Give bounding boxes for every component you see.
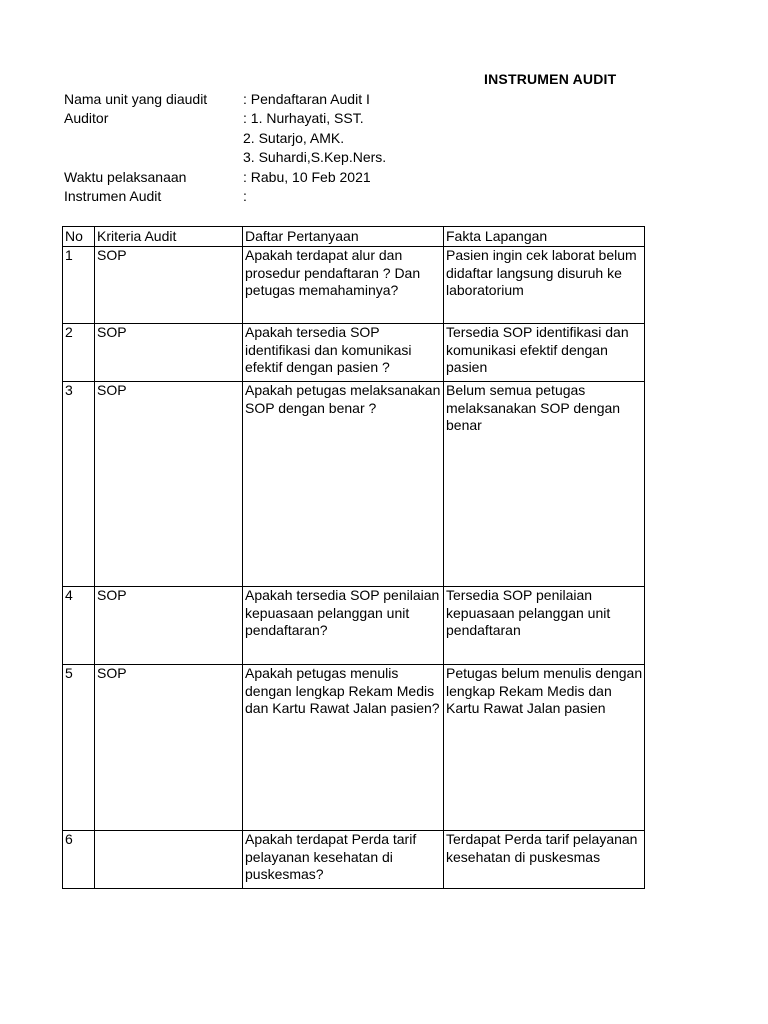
table-row — [63, 831, 645, 889]
cell-fakta: Tersedia SOP identifikasi dan komunikasi efektif dengan pasien — [444, 324, 645, 382]
cell-no: 6 — [63, 831, 95, 889]
document-title: INSTRUMEN AUDIT — [484, 71, 617, 87]
info-value: : Pendaftaran Audit I — [243, 91, 370, 107]
column-header-no: No — [63, 227, 95, 247]
cell-fakta: Terdapat Perda tarif pelayanan kesehatan di puskesmas — [444, 831, 645, 889]
table-row — [63, 382, 645, 587]
info-row-unit — [64, 90, 386, 109]
info-label — [64, 148, 243, 167]
cell-no: 4 — [63, 587, 95, 665]
cell-fakta: Tersedia SOP penilaian kepuasaan pelanggan unit pendaftaran — [444, 587, 645, 665]
column-header-pertanyaan: Daftar Pertanyaan — [243, 227, 444, 247]
column-header-fakta: Fakta Lapangan — [444, 227, 645, 247]
cell-pertanyaan: Apakah terdapat Perda tarif pelayanan kesehatan di puskesmas? — [243, 831, 444, 889]
info-row-auditor-3 — [64, 148, 386, 167]
audit-info — [64, 90, 386, 206]
table-row — [63, 247, 645, 324]
info-row-waktu — [64, 168, 386, 187]
info-row-auditor-2 — [64, 129, 386, 148]
cell-kriteria — [95, 831, 243, 889]
cell-pertanyaan: Apakah terdapat alur dan prosedur pendaftaran ? Dan petugas memahaminya? — [243, 247, 444, 324]
info-value: : 1. Nurhayati, SST. — [243, 110, 364, 127]
info-value: 3. Suhardi,S.Kep.Ners. — [243, 149, 387, 166]
cell-no: 3 — [63, 382, 95, 587]
cell-fakta: Belum semua petugas melaksanakan SOP dengan benar — [444, 382, 645, 587]
info-label — [64, 129, 243, 148]
table-header-row — [63, 227, 645, 247]
table-row — [63, 324, 645, 382]
cell-pertanyaan: Apakah tersedia SOP penilaian kepuasaan pelanggan unit pendaftaran? — [243, 587, 444, 665]
info-label: Auditor — [64, 110, 109, 127]
cell-kriteria: SOP — [95, 324, 243, 382]
cell-fakta: Pasien ingin cek laborat belum didaftar langsung disuruh ke laboratorium — [444, 247, 645, 324]
cell-pertanyaan: Apakah petugas melaksanakan SOP dengan benar ? — [243, 382, 444, 587]
cell-no: 2 — [63, 324, 95, 382]
cell-kriteria: SOP — [95, 665, 243, 831]
info-value: 2. Sutarjo, AMK. — [243, 129, 345, 146]
cell-pertanyaan: Apakah petugas menulis dengan lengkap Rekam Medis dan Kartu Rawat Jalan pasien? — [243, 665, 444, 831]
table-row — [63, 665, 645, 831]
info-row-instrumen — [64, 187, 386, 206]
info-label: Waktu pelaksanaan — [64, 168, 187, 185]
cell-no: 5 — [63, 665, 95, 831]
cell-no: 1 — [63, 247, 95, 324]
cell-kriteria: SOP — [95, 587, 243, 665]
cell-pertanyaan: Apakah tersedia SOP identifikasi dan komunikasi efektif dengan pasien ? — [243, 324, 444, 382]
audit-table — [62, 226, 645, 889]
column-header-kriteria: Kriteria Audit — [95, 227, 243, 247]
info-value: : — [243, 187, 247, 204]
table-row — [63, 587, 645, 665]
cell-kriteria: SOP — [95, 382, 243, 587]
info-row-auditor — [64, 109, 386, 128]
info-label: Instrumen Audit — [64, 187, 162, 204]
cell-kriteria: SOP — [95, 247, 243, 324]
info-label: Nama unit yang diaudit — [64, 91, 208, 107]
cell-fakta: Petugas belum menulis dengan lengkap Rekam Medis dan Kartu Rawat Jalan pasien — [444, 665, 645, 831]
info-value: : Rabu, 10 Feb 2021 — [243, 168, 371, 185]
